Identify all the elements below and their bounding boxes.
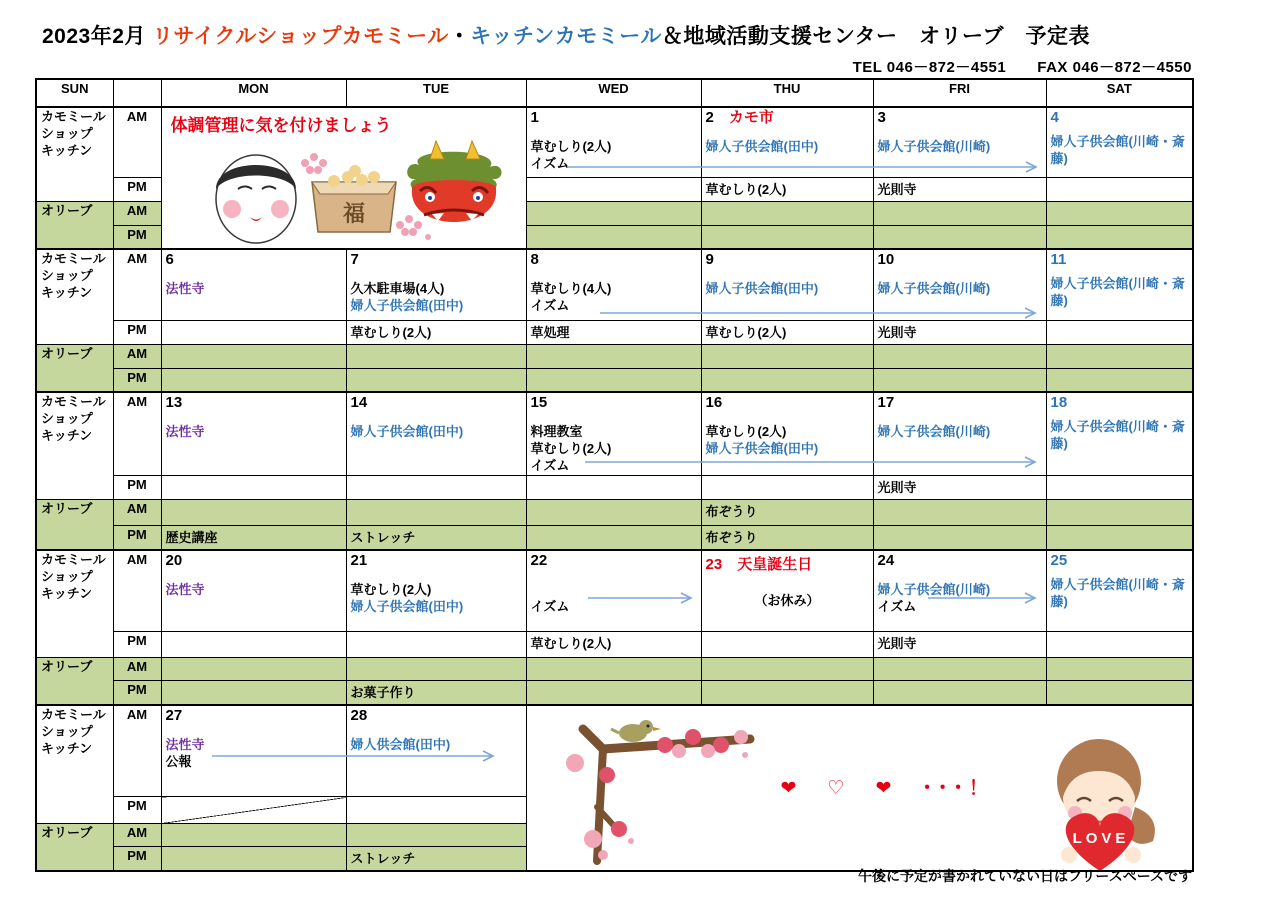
pm-label: PM <box>113 632 161 658</box>
am-label: AM <box>113 824 161 847</box>
setsubun-illustration-cell <box>161 107 526 249</box>
event: 法性寺 <box>165 281 205 296</box>
empty-cell <box>701 658 873 681</box>
empty-cell <box>701 632 873 658</box>
empty-cell <box>526 344 701 368</box>
event: イズム <box>530 598 570 614</box>
event: 婦人供会館(田中) <box>350 736 451 752</box>
empty-cell <box>161 632 346 658</box>
group-label-chamomile: カモミール ショップ キッチン <box>36 392 113 500</box>
empty-cell <box>526 658 701 681</box>
header-blank <box>113 79 161 107</box>
empty-cell <box>526 201 701 225</box>
group-label-chamomile: カモミール ショップ キッチン <box>36 705 113 824</box>
closed-cell <box>1046 658 1193 681</box>
event: 草むしり(2人) <box>350 581 432 597</box>
page-title: 2023年2月 リサイクルショップカモミール・キッチンカモミール＆地域活動支援センター オリーブ 予定表 <box>42 25 1090 48</box>
event: 婦人子供会館(川崎) <box>877 139 991 154</box>
empty-cell <box>526 476 701 500</box>
empty-cell <box>873 225 1046 249</box>
empty-cell <box>1046 177 1193 201</box>
day-cell-10: 10 婦人子供会館(川崎) <box>873 249 1046 320</box>
header-fri: FRI <box>873 79 1046 107</box>
empty-cell <box>701 201 873 225</box>
day-cell-13: 13 法性寺 <box>161 392 346 476</box>
setsubun-illustration <box>204 137 504 249</box>
am-label: AM <box>113 249 161 320</box>
day-cell-16: 16 草むしり(2人) 婦人子供会館(田中) <box>701 392 873 476</box>
pm-label: PM <box>113 320 161 344</box>
group-label-chamomile: カモミール ショップ キッチン <box>36 550 113 658</box>
event: 婦人子供会館(田中) <box>705 441 819 457</box>
day-cell-3: 3 婦人子供会館(川崎) <box>873 107 1046 177</box>
day-cell-15: 15 料理教室 草むしり(2人) イズム <box>526 392 701 476</box>
event: 婦人子供会館(川崎・斎藤) <box>1050 134 1185 167</box>
am-label: AM <box>113 201 161 225</box>
empty-cell <box>346 797 526 824</box>
empty-cell <box>873 526 1046 550</box>
olive-event-cell: お菓子作り <box>346 681 526 705</box>
event: 公報 <box>165 754 192 770</box>
title-shop2: キッチンカモミール <box>470 25 662 48</box>
olive-event-cell: ストレッチ <box>346 847 526 871</box>
empty-cell <box>873 681 1046 705</box>
header-sun: SUN <box>36 79 113 107</box>
title-suffix: 予定表 <box>1003 25 1090 48</box>
header-thu: THU <box>701 79 873 107</box>
header-mon: MON <box>161 79 346 107</box>
pm-event-cell: 光則寺 <box>873 320 1046 344</box>
day-cell-21: 21 草むしり(2人) 婦人子供会館(田中) <box>346 550 526 632</box>
day-cell-8: 8 草むしり(4人) イズム <box>526 249 701 320</box>
health-notice: 体調管理に気を付けましょう <box>170 116 392 135</box>
closed-cell <box>526 368 701 392</box>
empty-cell <box>346 632 526 658</box>
event: 草むしり(4人) <box>530 281 612 296</box>
week4-olive-pm-row <box>36 681 1193 705</box>
day-cell-11: 11 婦人子供会館(川崎・斎藤) <box>1046 249 1193 320</box>
header-tue: TUE <box>346 79 526 107</box>
olive-event-cell: 布ぞうり <box>701 500 873 526</box>
empty-cell <box>1046 476 1193 500</box>
day-header-row <box>36 79 1193 107</box>
pm-label: PM <box>113 368 161 392</box>
bird <box>611 720 661 742</box>
day-cell-2: 2 カモ市 婦人子供会館(田中) <box>701 107 873 177</box>
empty-cell <box>526 177 701 201</box>
masu-box <box>312 165 396 232</box>
pm-event-cell: 光則寺 <box>873 177 1046 201</box>
closed-cell <box>161 797 346 824</box>
event: 草むしり(2人) <box>530 441 612 457</box>
empty-cell <box>701 225 873 249</box>
day-cell-20: 20 法性寺 <box>161 550 346 632</box>
day-cell-24: 24 婦人子供会館(川崎) イズム <box>873 550 1046 632</box>
event: 婦人子供会館(田中) <box>705 139 819 154</box>
event: 婦人子供会館(川崎・斎藤) <box>1050 419 1185 452</box>
group-label-olive: オリーブ <box>36 658 113 705</box>
empty-cell <box>161 658 346 681</box>
day-cell-1: 1 草むしり(2人) イズム <box>526 107 701 177</box>
olive-event-cell: ストレッチ <box>346 526 526 550</box>
week3-olive-pm-row <box>36 526 1193 550</box>
pm-label: PM <box>113 177 161 201</box>
week3-olive-am-row <box>36 500 1193 526</box>
empty-cell <box>526 500 701 526</box>
empty-cell <box>1046 320 1193 344</box>
event: 婦人子供会館(川崎・斎藤) <box>1050 576 1185 610</box>
event: イズム <box>530 298 570 314</box>
svg-text:福: 福 <box>342 201 365 226</box>
pm-label: PM <box>113 681 161 705</box>
event: 婦人子供会館(田中) <box>350 424 464 439</box>
day-cell-6: 6 法性寺 <box>161 249 346 320</box>
event: 草むしり(2人) <box>530 139 612 154</box>
day-cell-17: 17 婦人子供会館(川崎) <box>873 392 1046 476</box>
event: 法性寺 <box>165 424 205 439</box>
group-label-chamomile: カモミール ショップ キッチン <box>36 107 113 201</box>
empty-cell <box>1046 632 1193 658</box>
empty-cell <box>701 476 873 500</box>
event: イズム <box>877 599 917 615</box>
pm-event-cell: 草むしり(2人) <box>701 320 873 344</box>
pm-event-cell: 草むしり(2人) <box>346 320 526 344</box>
empty-cell <box>346 344 526 368</box>
empty-cell <box>873 658 1046 681</box>
pm-event-cell: 草むしり(2人) <box>526 632 701 658</box>
am-label: AM <box>113 705 161 797</box>
olive-event-cell: 歴史講座 <box>161 526 346 550</box>
empty-cell <box>701 681 873 705</box>
empty-cell <box>346 368 526 392</box>
am-label: AM <box>113 344 161 368</box>
empty-cell <box>873 500 1046 526</box>
empty-cell <box>346 824 526 847</box>
empty-cell <box>346 500 526 526</box>
event: 婦人子供会館(川崎) <box>877 281 991 296</box>
closed-cell <box>1046 681 1193 705</box>
pm-label: PM <box>113 476 161 500</box>
day-cell-22: 22 イズム <box>526 550 701 632</box>
closed-cell <box>1046 500 1193 526</box>
event: （お休み） <box>754 592 820 608</box>
day-cell-9: 9 婦人子供会館(田中) <box>701 249 873 320</box>
event: 婦人子供会館(田中) <box>350 599 464 615</box>
empty-cell <box>873 344 1046 368</box>
header-wed: WED <box>526 79 701 107</box>
empty-cell <box>161 344 346 368</box>
empty-cell <box>161 500 346 526</box>
empty-cell <box>873 368 1046 392</box>
continuation-arrow <box>588 591 700 605</box>
week3-pm-row <box>36 476 1193 500</box>
event: 婦人子供会館(川崎) <box>877 424 991 439</box>
title-month: 2023年2月 <box>42 25 146 48</box>
week4-olive-am-row <box>36 658 1193 681</box>
contact-line: TEL 046－872－4551 FAX 046－872－4550 <box>852 59 1192 76</box>
am-label: AM <box>113 500 161 526</box>
pm-label: PM <box>113 847 161 871</box>
day-cell-4: 4 婦人子供会館(川崎・斎藤) <box>1046 107 1193 177</box>
continuation-arrow <box>212 749 502 763</box>
kamo-market-label: カモ市 <box>728 109 774 126</box>
day-cell-18: 18 婦人子供会館(川崎・斎藤) <box>1046 392 1193 476</box>
pm-event-cell: 草むしり(2人) <box>701 177 873 201</box>
day-cell-28: 28 婦人供会館(田中) <box>346 705 526 797</box>
day-cell-27: 27 法性寺 公報 <box>161 705 346 797</box>
group-label-olive: オリーブ <box>36 201 113 249</box>
empty-cell <box>161 476 346 500</box>
event: 婦人子供会館(川崎) <box>877 581 991 597</box>
week4-pm-row <box>36 632 1193 658</box>
week2-pm-row <box>36 320 1193 344</box>
event: 草むしり(2人) <box>705 424 787 439</box>
empty-cell <box>161 824 346 847</box>
event: 婦人子供会館(川崎・斎藤) <box>1050 276 1185 309</box>
love-illustration-cell <box>526 705 1193 871</box>
holiday-label: 天皇誕生日 <box>737 555 813 573</box>
group-label-chamomile: カモミール ショップ キッチン <box>36 249 113 344</box>
closed-cell <box>1046 225 1193 249</box>
day-cell-23: 23 天皇誕生日 （お休み） <box>701 550 873 632</box>
closed-cell <box>1046 368 1193 392</box>
pm-label: PM <box>113 797 161 824</box>
empty-cell <box>873 201 1046 225</box>
event: 法性寺 <box>165 581 205 597</box>
empty-cell <box>701 368 873 392</box>
group-label-olive: オリーブ <box>36 824 113 871</box>
empty-cell <box>701 344 873 368</box>
continuation-arrow <box>585 455 1044 469</box>
closed-cell <box>526 681 701 705</box>
empty-cell <box>161 320 346 344</box>
am-label: AM <box>113 550 161 632</box>
day-cell-7: 7 久木駐車場(4人) 婦人子供会館(田中) <box>346 249 526 320</box>
closed-cell <box>1046 344 1193 368</box>
continuation-arrow <box>600 306 1044 320</box>
title-shop1: リサイクルショップカモミール <box>152 25 449 48</box>
week2-olive-pm-row <box>36 368 1193 392</box>
group-label-olive: オリーブ <box>36 500 113 550</box>
closed-cell <box>1046 201 1193 225</box>
day-cell-14: 14 婦人子供会館(田中) <box>346 392 526 476</box>
footer-note: 午後に予定が書かれていない日はフリースペースです <box>857 868 1192 884</box>
title-rest: ＆地域活動支援センター オリーブ <box>661 25 1004 48</box>
event: 久木駐車場(4人) <box>350 281 445 296</box>
am-label: AM <box>113 107 161 177</box>
continuation-arrow <box>567 160 1045 174</box>
schedule-table <box>35 78 1194 872</box>
event: イズム <box>530 458 570 474</box>
pm-event-cell: 光則寺 <box>873 476 1046 500</box>
week2-olive-am-row <box>36 344 1193 368</box>
event: 法性寺 <box>165 736 205 752</box>
oni-face <box>407 141 501 222</box>
am-label: AM <box>113 658 161 681</box>
header-sat: SAT <box>1046 79 1193 107</box>
event: 婦人子供会館(田中) <box>705 281 819 296</box>
day-cell-25: 25 婦人子供会館(川崎・斎藤) <box>1046 550 1193 632</box>
empty-cell <box>161 681 346 705</box>
event: 婦人子供会館(田中) <box>350 298 464 314</box>
am-label: AM <box>113 392 161 476</box>
pm-event-cell: 草処理 <box>526 320 701 344</box>
plum-branch-illustration <box>545 711 755 871</box>
hearts-decoration: ❤ ♡ ❤ ･･･！ <box>780 777 994 799</box>
pm-event-cell: 光則寺 <box>873 632 1046 658</box>
olive-event-cell: 布ぞうり <box>701 526 873 550</box>
event: 料理教室 <box>530 424 583 439</box>
closed-cell <box>526 225 701 249</box>
empty-cell <box>161 368 346 392</box>
love-girl-illustration <box>1035 737 1170 871</box>
group-label-olive: オリーブ <box>36 344 113 392</box>
empty-cell <box>346 658 526 681</box>
pm-label: PM <box>113 225 161 249</box>
closed-cell <box>1046 526 1193 550</box>
pm-label: PM <box>113 526 161 550</box>
event: イズム <box>530 156 570 172</box>
empty-cell <box>346 476 526 500</box>
svg-text:LOVE: LOVE <box>1072 829 1130 847</box>
week5-am-row <box>36 705 1193 797</box>
closed-cell <box>526 526 701 550</box>
continuation-arrow <box>928 591 1044 605</box>
